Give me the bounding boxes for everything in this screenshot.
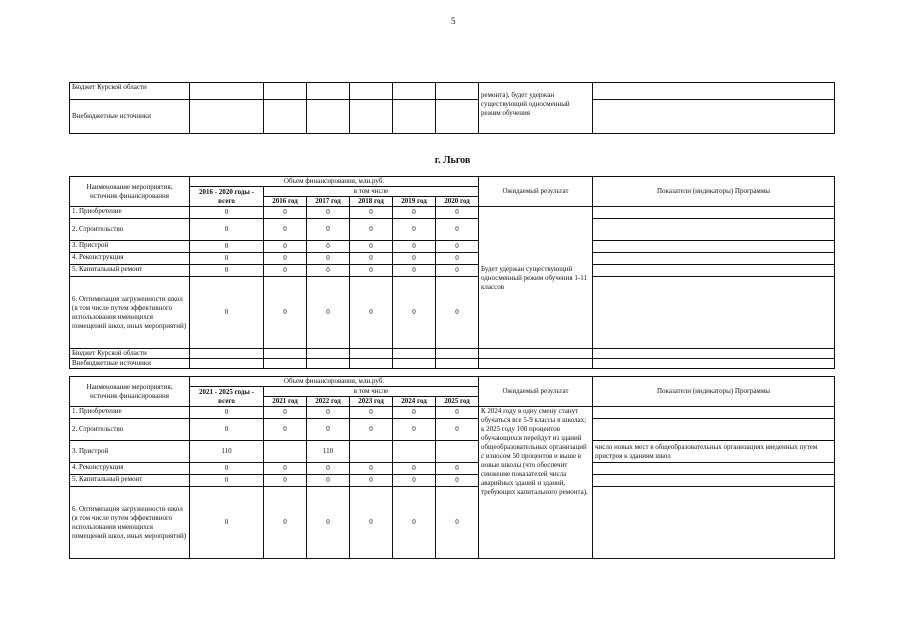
header-result: Ожидаемый результат <box>479 177 593 207</box>
value-cell: 0 <box>350 219 393 241</box>
value-cell: 0 <box>190 253 264 265</box>
funding-source-label: Бюджет Курской области <box>70 83 190 100</box>
table-row-label: 6. Оптимизация загруженности школ (в том числе путем эффективного использования имеющихся помещений школ, иных мероприятий) <box>70 277 190 349</box>
table-row-label: 6. Оптимизация загруженности школ (в том числе путем эффективного использования имеющихся помещений школ, иных мероприятий) <box>70 487 190 559</box>
table-row-label: 4. Реконструкция <box>70 253 190 265</box>
value-cell: 0 <box>307 219 350 241</box>
value-cell: 0 <box>436 265 479 277</box>
value-cell: 0 <box>264 463 307 475</box>
indicator-text: число новых мест в общеобразовательных организациях введенных путем пристроя к зданиям школ <box>593 441 835 463</box>
value-cell: 0 <box>190 241 264 253</box>
value-cell: 0 <box>190 219 264 241</box>
header-total: 2021 - 2025 годы - всего <box>190 387 264 407</box>
value-cell <box>436 441 479 463</box>
expected-result-text: ремонта), будет удержан существующий односменный режим обучения <box>479 83 593 134</box>
header-year: 2019 год <box>393 197 436 207</box>
header-name: Наименование мероприятия, источник финансирования <box>70 377 190 407</box>
value-cell <box>350 441 393 463</box>
value-cell: 0 <box>436 475 479 487</box>
value-cell: 0 <box>190 487 264 559</box>
table-row-label: 3. Пристрой <box>70 241 190 253</box>
value-cell: 0 <box>350 265 393 277</box>
header-volume: Объем финансирования, млн.руб. <box>190 377 479 387</box>
table-row-label: 2. Строительство <box>70 219 190 241</box>
table-row-label: 3. Пристрой <box>70 441 190 463</box>
header-year: 2016 год <box>264 197 307 207</box>
funding-source-label: Внебюджетные источники <box>70 100 190 134</box>
value-cell: 0 <box>436 463 479 475</box>
value-cell: 0 <box>436 277 479 349</box>
value-cell: 0 <box>307 487 350 559</box>
value-cell: 0 <box>350 487 393 559</box>
header-including: в том числе <box>264 187 479 197</box>
value-cell: 0 <box>264 219 307 241</box>
table-row-label: 1. Приобретение <box>70 207 190 219</box>
value-cell: 0 <box>350 463 393 475</box>
header-year: 2018 год <box>350 197 393 207</box>
expected-result-text: К 2024 году в одну смену станут обучаться все 5-9 классы в школах; к 2025 году 100 процентов обучающихся перейдут из зданий общеобразовательных организаций с износом 50 процентов и выше в новые школы (что обеспечит снижение показателей числа аварийных зданий и зданий, требующих капитального ремонта), <box>479 407 593 559</box>
table-row-label: 5. Капитальный ремонт <box>70 265 190 277</box>
value-cell: 0 <box>393 419 436 441</box>
value-cell: 0 <box>436 253 479 265</box>
header-year: 2025 год <box>436 397 479 407</box>
value-cell: 0 <box>190 475 264 487</box>
value-cell <box>264 441 307 463</box>
header-year: 2022 год <box>307 397 350 407</box>
table-row-label: 5. Капитальный ремонт <box>70 475 190 487</box>
funding-table-2016-2020 <box>69 176 835 369</box>
value-cell: 0 <box>264 207 307 219</box>
value-cell: 0 <box>264 241 307 253</box>
value-cell: 0 <box>190 277 264 349</box>
value-cell: 0 <box>393 219 436 241</box>
table-row-label: 4. Реконструкция <box>70 463 190 475</box>
value-cell: 0 <box>393 265 436 277</box>
value-cell: 0 <box>264 407 307 419</box>
value-cell: 0 <box>190 463 264 475</box>
header-year: 2023 год <box>350 397 393 407</box>
value-cell: 0 <box>264 277 307 349</box>
value-cell: 0 <box>190 419 264 441</box>
value-cell: 0 <box>393 207 436 219</box>
expected-result-text: Будет удержан существующий односменный режим обучения 1-11 классов <box>479 207 593 349</box>
value-cell: 0 <box>393 463 436 475</box>
value-cell: 0 <box>264 253 307 265</box>
value-cell: 0 <box>350 241 393 253</box>
value-cell: 0 <box>307 463 350 475</box>
value-cell: 0 <box>307 207 350 219</box>
table-row-label: 2. Строительство <box>70 419 190 441</box>
value-cell: 0 <box>350 277 393 349</box>
value-cell: 0 <box>393 253 436 265</box>
value-cell: 0 <box>264 265 307 277</box>
value-cell: 0 <box>393 407 436 419</box>
value-cell: 0 <box>436 487 479 559</box>
header-including: в том числе <box>264 387 479 397</box>
page-number: 5 <box>451 16 456 26</box>
value-cell: 0 <box>350 207 393 219</box>
value-cell: 0 <box>307 241 350 253</box>
header-volume: Объем финансирования, млн.руб. <box>190 177 479 187</box>
header-year: 2017 год <box>307 197 350 207</box>
value-cell: 0 <box>264 475 307 487</box>
value-cell: 0 <box>436 407 479 419</box>
city-title: г. Льгов <box>434 155 471 166</box>
value-cell: 0 <box>307 265 350 277</box>
value-cell: 0 <box>264 419 307 441</box>
header-year: 2020 год <box>436 197 479 207</box>
header-year: 2021 год <box>264 397 307 407</box>
value-cell: 110 <box>190 441 264 463</box>
value-cell: 0 <box>393 241 436 253</box>
value-cell: 0 <box>190 265 264 277</box>
value-cell: 0 <box>350 253 393 265</box>
table-row-label: Внебюджетные источники <box>70 359 190 369</box>
value-cell: 0 <box>264 487 307 559</box>
header-total: 2016 - 2020 годы - всего <box>190 187 264 207</box>
continuation-table <box>69 82 835 134</box>
header-result: Ожидаемый результат <box>479 377 593 407</box>
value-cell: 0 <box>307 277 350 349</box>
header-indicators: Показатели (индикаторы) Программы <box>593 177 835 207</box>
table-row-label: 1. Приобретение <box>70 407 190 419</box>
funding-table-2021-2025 <box>69 376 835 559</box>
value-cell: 0 <box>307 253 350 265</box>
value-cell: 0 <box>350 407 393 419</box>
value-cell: 0 <box>436 241 479 253</box>
table-row-label: Бюджет Курской области <box>70 349 190 359</box>
value-cell: 0 <box>350 475 393 487</box>
value-cell: 0 <box>393 475 436 487</box>
value-cell: 0 <box>307 475 350 487</box>
value-cell: 0 <box>350 419 393 441</box>
value-cell: 0 <box>393 487 436 559</box>
header-year: 2024 год <box>393 397 436 407</box>
value-cell: 0 <box>393 277 436 349</box>
value-cell <box>393 441 436 463</box>
value-cell: 0 <box>436 207 479 219</box>
header-name: Наименование мероприятия, источник финансирования <box>70 177 190 207</box>
value-cell: 110 <box>307 441 350 463</box>
value-cell: 0 <box>190 207 264 219</box>
header-indicators: Показатели (индикаторы) Программы <box>593 377 835 407</box>
value-cell: 0 <box>307 419 350 441</box>
value-cell: 0 <box>436 419 479 441</box>
value-cell: 0 <box>190 407 264 419</box>
value-cell: 0 <box>307 407 350 419</box>
value-cell: 0 <box>436 219 479 241</box>
